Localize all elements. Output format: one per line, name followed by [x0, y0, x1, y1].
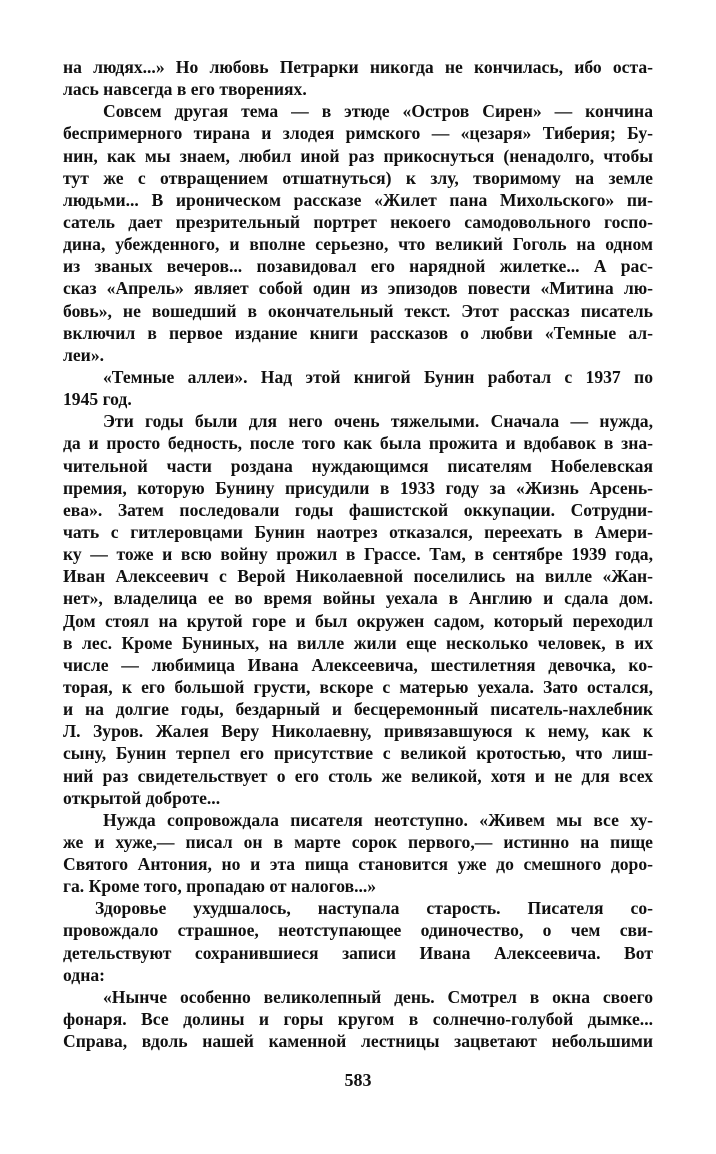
text-line: числе — любимица Ивана Алексеевича, шестилетняя девочка, ко- [63, 654, 653, 675]
text-line: сказ «Апрель» являет собой один из эпизодов повести «Митина лю- [63, 278, 653, 299]
paragraph [63, 986, 653, 1052]
text-line: Иван Алексеевич с Верой Николаевной поселились на вилле «Жан- [63, 566, 653, 587]
text-line: в лес. Кроме Буниных, на вилле жили еще несколько человек, в их [63, 632, 653, 653]
paragraph [63, 809, 653, 898]
text-line: 1945 год. [63, 389, 132, 410]
text-line: детельствуют сохранившиеся записи Ивана Алексеевича. Вот [63, 942, 653, 963]
text-line: открытой доброте... [63, 787, 221, 808]
text-line: нин, как мы знаем, любил иной раз прикоснуться (ненадолго, чтобы [63, 145, 653, 166]
text-line: сатель дает презрительный портрет некоего самодовольного госпо- [63, 211, 653, 232]
text-line: «Нынче особенно великолепный день. Смотрел в окна своего [103, 986, 653, 1007]
text-line: сыну, Бунин терпел его присутствие с великой кротостью, что лиш- [63, 743, 653, 764]
text-line: фонаря. Все долины и горы кругом в солнечно-голубой дымке... [63, 1009, 653, 1030]
page-body [63, 56, 653, 1052]
text-line: Совсем другая тема — в этюде «Остров Сирен» — кончина [103, 101, 653, 122]
text-line: ева». Затем последовали годы фашистской оккупации. Сотрудни- [63, 499, 653, 520]
paragraph [63, 100, 653, 366]
text-line: да и просто бедность, после того как была прожита и вдобавок в зна- [63, 433, 653, 454]
paragraph [63, 366, 653, 410]
text-line: чать с гитлеровцами Бунин наотрез отказался, переехать в Амери- [63, 521, 653, 542]
text-line: одна: [63, 964, 105, 985]
text-line: же и хуже,— писал он в марте сорок первого,— истинно на пище [63, 831, 653, 852]
text-line: и на долгие годы, бездарный и бесцеремонный писатель-нахлебник [63, 699, 653, 720]
text-line: Нужда сопровождала писателя неотступно. «Живем мы все ху- [103, 809, 653, 830]
text-line: провождало страшное, неотступающее одиночество, о чем сви- [63, 920, 653, 941]
text-line: беспримерного тирана и злодея римского — «цезаря» Тиберия; Бу- [63, 123, 653, 144]
text-line: чительной части роздана нуждающимся писателям Нобелевская [63, 455, 653, 476]
text-line: премия, которую Бунину присудили в 1933 году за «Жизнь Арсень- [63, 477, 653, 498]
text-line: нет», владелица ее во время войны уехала в Англию и сдала дом. [63, 588, 653, 609]
paragraph [63, 56, 653, 100]
text-line: Святого Антония, но и эта пища становится уже до смешного доро- [63, 854, 653, 875]
text-line: ний раз свидетельствует о его столь же великой, хотя и не для всех [63, 765, 653, 786]
text-line: ку — тоже и всю войну прожил в Грассе. Там, в сентябре 1939 года, [63, 544, 653, 565]
text-line: леи». [63, 344, 105, 365]
text-line: торая, к его большой грусти, вскоре с матерью уехала. Зато остался, [63, 676, 653, 697]
text-line: лась навсегда в его творениях. [63, 79, 307, 100]
text-line: Эти годы были для него очень тяжелыми. Сначала — нужда, [103, 411, 653, 432]
text-line: га. Кроме того, пропадаю от налогов...» [63, 876, 377, 897]
text-line: на людях...» Но любовь Петрарки никогда не кончилась, ибо оста- [63, 57, 653, 77]
text-line: Л. Зуров. Жалея Веру Николаевну, привязавшуюся к нему, как к [63, 721, 653, 742]
page-number: 583 [344, 1070, 372, 1090]
text-line: включил в первое издание книги рассказов о любви «Темные ал- [63, 322, 653, 343]
text-line: бовь», не вошедший в окончательный текст. Этот рассказ писатель [63, 300, 653, 321]
text-line: Дом стоял на крутой горе и был окружен садом, который переходил [63, 610, 653, 631]
text-line: Справа, вдоль нашей каменной лестницы зацветают небольшими [63, 1031, 653, 1052]
text-line: Здоровье ухудшалось, наступала старость. Писателя со- [95, 898, 653, 919]
paragraph [63, 897, 653, 986]
text-line: тут же с отвращением отшатнуться) к злу, творимому на земле [63, 167, 653, 188]
paragraph [63, 410, 653, 809]
text-line: из званых вечеров... позавидовал его нарядной жилетке... А рас- [63, 256, 653, 277]
text-line: дина, убежденного, и вполне серьезно, что великий Гоголь на одном [63, 234, 653, 255]
text-line: «Темные аллеи». Над этой книгой Бунин работал с 1937 по [103, 366, 653, 387]
text-line: людьми... В ироническом рассказе «Жилет пана Михольского» пи- [63, 189, 653, 210]
